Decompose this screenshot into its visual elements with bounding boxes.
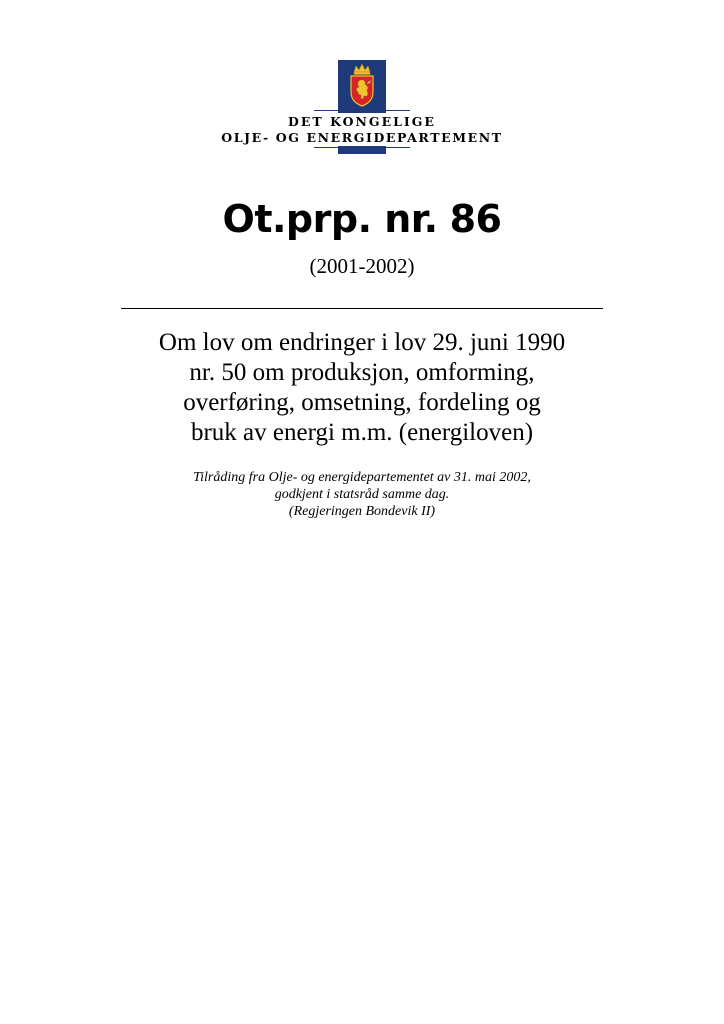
endorsement-line: Tilråding fra Olje- og energidepartementet av 31. mai 2002, (193, 470, 531, 485)
title-divider (121, 308, 603, 309)
endorsement-note (100, 469, 624, 520)
subject-line: overføring, omsetning, fordeling og (183, 389, 541, 416)
subject-line: bruk av energi m.m. (energiloven) (190, 419, 534, 446)
document-subject (100, 328, 624, 448)
subject-line: Om lov om endringer i lov 29. juni 1990 (158, 329, 566, 356)
endorsement-line: godkjent i statsråd samme dag. (274, 487, 450, 502)
ministry-name-line1: DET KONGELIGE (288, 114, 436, 129)
endorsement-line: (Regjeringen Bondevik II) (288, 504, 436, 519)
subject-line: nr. 50 om produksjon, omforming, (189, 359, 535, 386)
royal-coat-of-arms-icon (346, 62, 378, 108)
document-title-number: 86 (449, 197, 502, 241)
session-years: (2001-2002) (309, 254, 415, 278)
document-title-prefix: Ot.prp. nr. (222, 197, 438, 241)
document-title (0, 194, 724, 244)
ministry-name-line2: OLJE- OG ENERGIDEPARTEMENT (221, 130, 503, 145)
